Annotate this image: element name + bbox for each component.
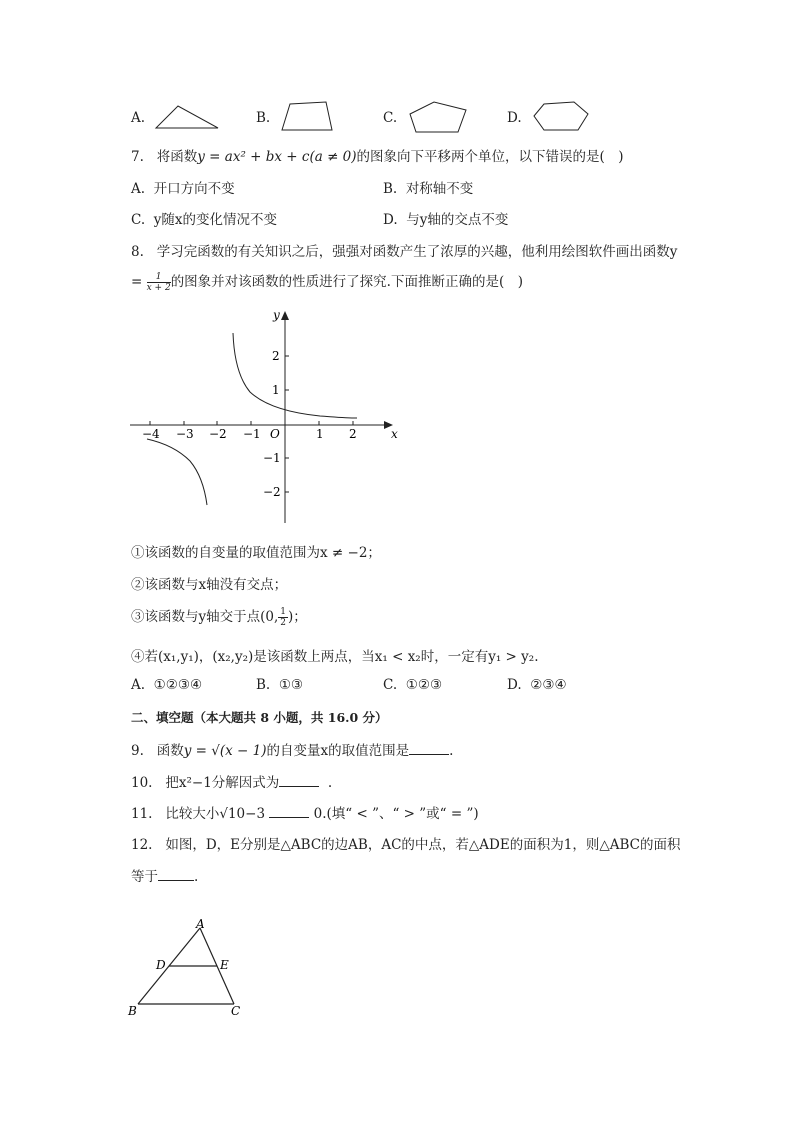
y-axis-label: y: [273, 308, 280, 322]
section-2-heading: 二、填空题（本大题共 8 小题，共 16.0 分）: [131, 710, 388, 725]
q11-answer-blank[interactable]: [269, 817, 309, 818]
q9-formula: y = √(x − 1): [183, 743, 267, 759]
q8-option-b-label: B.: [256, 677, 271, 693]
q7-stem: [131, 145, 624, 165]
q8-statement-1: ①该函数的自变量的取值范围为x ≠ −2；: [131, 545, 381, 561]
q8-option-a: [131, 677, 202, 693]
q10-end: .: [327, 775, 333, 791]
point-d-label: D: [156, 958, 166, 972]
q6-shape-b: [278, 98, 338, 134]
q9-end: .: [449, 743, 454, 759]
q8-statement-3-tail: )；: [288, 609, 307, 625]
y-axis-arrow: [281, 311, 289, 320]
q6-shape-c: [404, 98, 472, 136]
q10-number: 10.: [131, 775, 153, 791]
vertex-b-label: B: [128, 1004, 137, 1018]
q8-number: 8.: [131, 244, 144, 260]
q8-option-d: [507, 677, 567, 693]
q6-option-c: [383, 110, 397, 126]
q6-option-b: [256, 110, 270, 126]
q6-option-b-label: B.: [256, 110, 271, 126]
q8-option-b-text: ①③: [278, 677, 304, 693]
q6-option-c-label: C.: [383, 110, 398, 126]
q8-eq: =: [131, 274, 143, 290]
q7-option-a-label: A.: [131, 181, 146, 197]
q8-statement-3-fraction: [278, 607, 288, 628]
q8-statement-3-text: ③该函数与y轴交于点(0,: [131, 609, 279, 625]
q6-option-d-label: D.: [507, 110, 522, 126]
q10-answer-blank[interactable]: [279, 786, 319, 787]
hyperbola-left-branch: [147, 439, 207, 505]
q8-option-a-label: A.: [131, 677, 146, 693]
q7-option-a-text: 开口方向不变: [153, 181, 235, 197]
q8-statement-3: [131, 605, 307, 628]
q8-option-c: [383, 677, 442, 693]
origin-label: O: [270, 427, 280, 441]
q8-option-b: [256, 677, 303, 693]
q8-fraction: [147, 272, 171, 293]
x-tick-neg2: −2: [209, 427, 227, 441]
x-axis-label: x: [391, 427, 398, 441]
q6-option-a-label: A.: [131, 110, 146, 126]
q8-statement-4: ④若(x₁,y₁)，(x₂,y₂)是该函数上两点，当x₁ < x₂时，一定有y₁ > y₂.: [131, 649, 539, 665]
y-tick-1: 1: [272, 383, 280, 397]
q12-number: 12.: [131, 837, 153, 853]
q7-option-b-text: 对称轴不变: [405, 181, 474, 197]
q7-option-c-text: y随x的变化情况不变: [153, 212, 277, 228]
q8-option-d-label: D.: [507, 677, 522, 693]
vertex-a-label: A: [196, 918, 205, 931]
q7-option-d-label: D.: [383, 212, 398, 228]
function-graph: [125, 305, 415, 530]
q12-answer-blank[interactable]: [158, 880, 194, 881]
q7-option-c: [131, 208, 277, 228]
y-tick-neg2: −2: [263, 485, 281, 499]
q8-frac-num: 1: [147, 272, 171, 283]
q8-frac-den: x + 2: [146, 283, 171, 293]
q8-stem-line2: [131, 270, 523, 293]
q6-option-a: [131, 110, 145, 126]
q10: [131, 771, 332, 791]
q7-option-b-label: B.: [383, 181, 398, 197]
q9-post: 的自变量x的取值范围是: [266, 743, 410, 759]
hyperbola-right-branch: [233, 333, 357, 418]
q7-option-c-label: C.: [131, 212, 146, 228]
q7-option-d-text: 与y轴的交点不变: [406, 212, 509, 228]
q6-option-d: [507, 110, 522, 126]
q7-option-d: [383, 208, 508, 228]
q7-pre: 将函数: [156, 149, 198, 165]
q7-post: 的图象向下平移两个单位，以下错误的是( ): [356, 149, 624, 165]
q8-line2-post: 的图象并对该函数的性质进行了探究.下面推断正确的是( ): [170, 274, 524, 290]
x-tick-2: 2: [349, 427, 357, 441]
y-tick-neg1: −1: [263, 451, 281, 465]
point-e-label: E: [220, 958, 229, 972]
q8-statement-3-frac-den: 2: [280, 618, 287, 628]
q7-formula: y = ax² + bx + c(a ≠ 0): [197, 149, 357, 165]
q9-pre: 函数: [156, 743, 184, 759]
vertex-c-label: C: [231, 1004, 241, 1018]
q7-number: 7.: [131, 149, 144, 165]
q8-statement-3-frac-num: 1: [280, 607, 287, 617]
q7-option-b: [383, 177, 473, 197]
q8-statement-2: ②该函数与x轴没有交点；: [131, 577, 288, 593]
y-tick-2: 2: [272, 349, 280, 363]
q9-answer-blank[interactable]: [409, 754, 449, 755]
q12-text-line2: 等于: [131, 869, 158, 885]
q12-line1: [131, 833, 680, 853]
q12-text-line1: 如图，D，E分别是△ABC的边AB，AC的中点，若△ADE的面积为1，则△ABC的面积: [165, 837, 681, 853]
q9-number: 9.: [131, 743, 144, 759]
q11-pre: 比较大小√10−3: [165, 806, 266, 822]
x-tick-neg1: −1: [243, 427, 261, 441]
q10-pre: 把x²−1分解因式为: [165, 775, 280, 791]
q8-stem-line1: [131, 240, 677, 260]
q8-option-a-text: ①②③④: [153, 677, 203, 693]
q11-number: 11.: [131, 806, 153, 822]
q12-line2: [131, 865, 198, 885]
q8-option-c-label: C.: [383, 677, 398, 693]
x-tick-neg4: −4: [142, 427, 160, 441]
q12-end: .: [194, 869, 199, 885]
x-tick-neg3: −3: [176, 427, 194, 441]
q6-shape-a: [150, 100, 230, 134]
x-tick-1: 1: [316, 427, 324, 441]
q9: [131, 739, 453, 759]
q8-option-c-text: ①②③: [405, 677, 443, 693]
q11-post: 0.(填“ < ”、“ > ”或“ = ”): [313, 806, 479, 822]
q8-line1: 学习完函数的有关知识之后，强强对函数产生了浓厚的兴趣，他利用绘图软件画出函数y: [156, 244, 678, 260]
triangle-figure: [124, 918, 254, 1022]
q7-option-a: [131, 177, 235, 197]
q8-option-d-text: ②③④: [530, 677, 567, 693]
q6-shape-d: [530, 98, 594, 136]
q11: [131, 802, 479, 822]
